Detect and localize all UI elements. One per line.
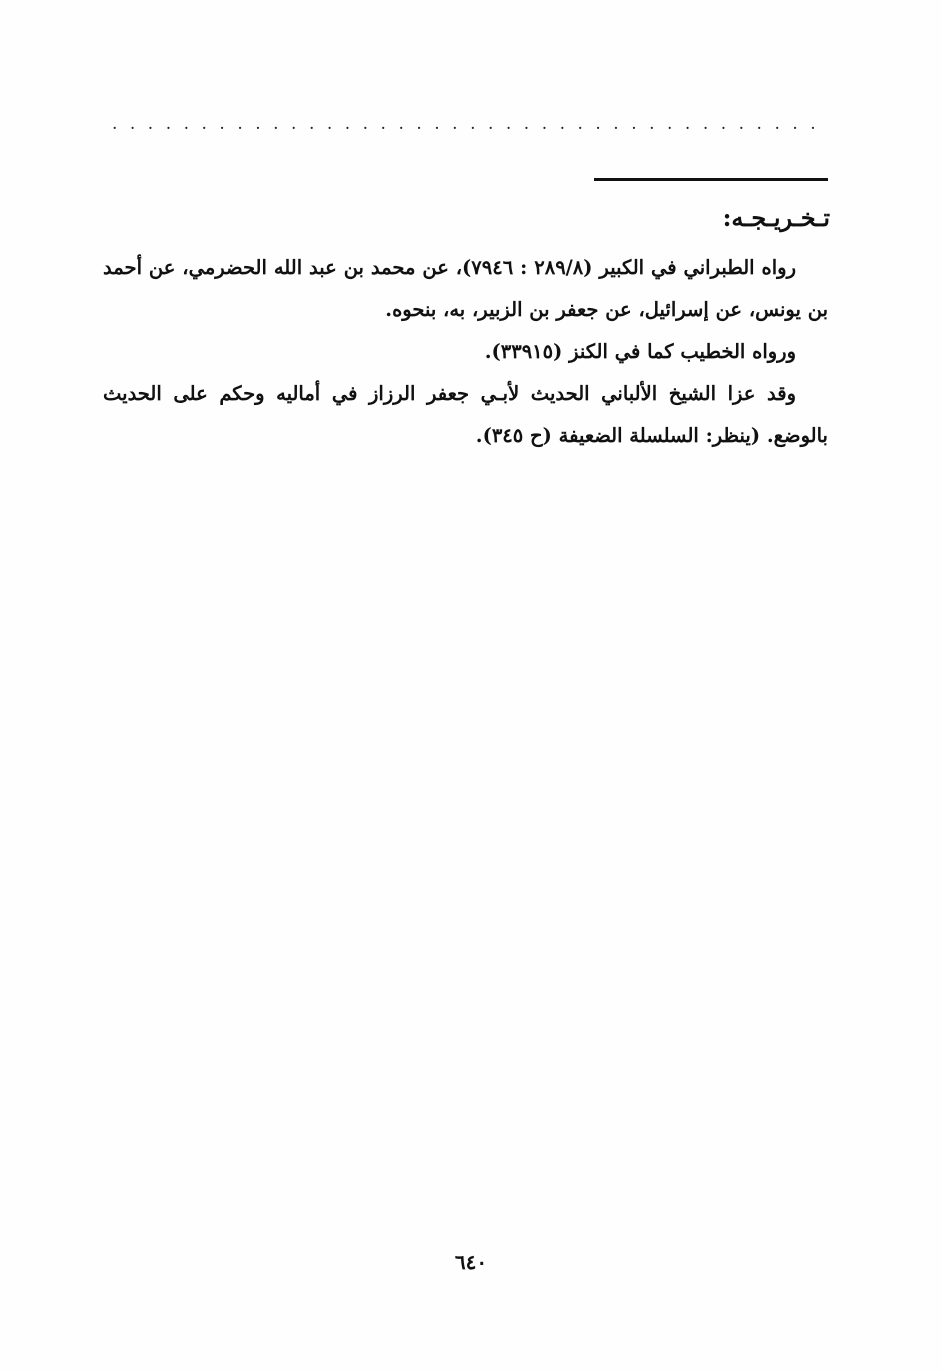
paragraph-albani: وقد عزا الشيخ الألباني الحديث لأبـي جعفر الرزاز في أماليه وحكم على الحديث بالوضع. (ينظر: السلسلة الضعيفة (ح ٣٤٥). (103, 382, 828, 447)
paragraph-tabarani: رواه الطبراني في الكبير (٢٨٩/٨ : ٧٩٤٦)، عن محمد بن عبد الله الحضرمي، عن أحمد بن يونس، عن إسرائيل، عن جعفر بن الزبير، به، بنحوه. (103, 256, 828, 321)
takhrij-text (103, 247, 828, 457)
page-number: ٦٤٠ (454, 1250, 488, 1274)
dotted-separator: ........................................ (112, 114, 828, 134)
paragraph-khatib: ورواه الخطيب كما في الكنز (٣٣٩١٥). (484, 340, 796, 363)
footnote-rule (594, 178, 828, 181)
section-heading: تـخـريـجـه: (722, 203, 830, 232)
